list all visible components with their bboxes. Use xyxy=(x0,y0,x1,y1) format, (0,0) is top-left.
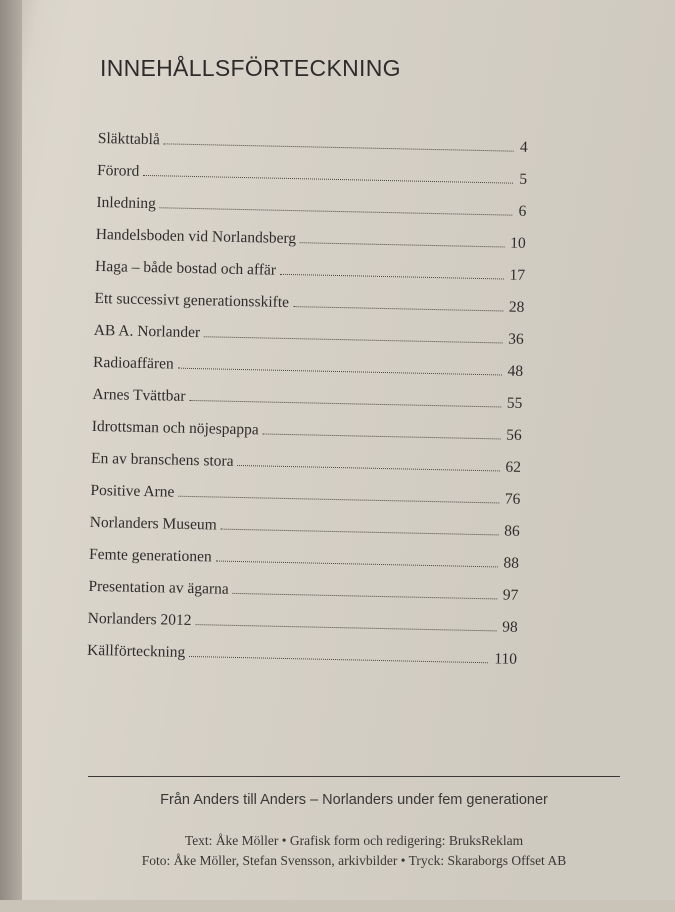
toc-entry-title: Förord xyxy=(96,161,140,180)
toc-page-number: 55 xyxy=(506,394,523,412)
toc-page-number: 76 xyxy=(504,490,521,508)
toc-dot-leader xyxy=(293,306,503,311)
toc-entry-title: Positive Arne xyxy=(90,481,175,501)
credits-line: Foto: Åke Möller, Stefan Svensson, arkivbilder • Tryck: Skaraborgs Offset AB xyxy=(141,853,567,868)
toc-entry xyxy=(94,286,524,317)
toc-entry xyxy=(98,126,528,157)
toc-entry-title: Källförteckning xyxy=(86,641,186,661)
toc-entry xyxy=(91,446,521,477)
toc-entry-title: Ett successivt generationsskifte xyxy=(94,289,290,311)
toc-entry xyxy=(88,574,518,605)
toc-dot-leader xyxy=(160,207,513,215)
toc-entry xyxy=(89,542,519,573)
toc-entry-title: Haga – både bostad och affär xyxy=(94,257,277,279)
toc-entry-title: Presentation av ägarna xyxy=(88,577,229,598)
toc-entry-title: Arnes Tvättbar xyxy=(92,385,186,405)
toc-page-number: 62 xyxy=(505,458,522,476)
toc-entry-title: Norlanders Museum xyxy=(89,513,217,534)
toc-entry xyxy=(96,222,526,253)
toc-dot-leader xyxy=(195,624,496,631)
toc-entry xyxy=(92,414,522,445)
toc-entry xyxy=(93,350,523,381)
toc-entry-title: AB A. Norlander xyxy=(93,321,201,342)
toc-entry-title: Idrottsman och nöjespappa xyxy=(91,417,259,439)
toc-dot-leader xyxy=(204,336,502,343)
toc-dot-leader xyxy=(280,274,504,280)
toc-entry xyxy=(88,606,518,637)
toc-page-number: 10 xyxy=(510,234,526,252)
toc-entry-title: En av branschens stora xyxy=(90,449,234,470)
toc-entry xyxy=(97,158,527,189)
toc-entry-title: Släkttablå xyxy=(97,129,160,149)
toc-dot-leader xyxy=(178,496,498,504)
toc-entry xyxy=(90,478,520,509)
toc-page-number: 36 xyxy=(508,330,524,348)
toc-dot-leader xyxy=(233,593,497,600)
toc-page-number: 86 xyxy=(504,522,520,540)
footer-divider xyxy=(88,776,620,777)
toc-page-number: 56 xyxy=(506,426,522,444)
toc-dot-leader xyxy=(164,143,514,151)
toc-entry-title: Radioaffären xyxy=(92,353,174,373)
toc-entry xyxy=(90,510,520,541)
toc-entry xyxy=(87,638,517,669)
toc-dot-leader xyxy=(178,368,502,376)
toc-page-number: 110 xyxy=(494,650,518,668)
toc-dot-leader xyxy=(237,465,499,471)
toc-page-number: 88 xyxy=(503,554,520,572)
toc-page-number: 4 xyxy=(519,138,528,156)
toc-page-number: 17 xyxy=(509,266,526,284)
toc-page-number: 48 xyxy=(507,362,524,380)
toc-entry-title: Norlanders 2012 xyxy=(87,609,192,630)
credits-line: Text: Åke Möller • Grafisk form och redigering: BruksReklam xyxy=(184,833,524,848)
toc-dot-leader xyxy=(221,529,498,536)
toc-entry-title: Inledning xyxy=(96,193,157,213)
toc-entry xyxy=(94,318,524,349)
book-title: Från Anders till Anders – Norlanders under fem generationer xyxy=(160,792,548,808)
toc-page-number: 6 xyxy=(518,202,527,220)
toc-page-number: 28 xyxy=(508,298,525,316)
toc-dot-leader xyxy=(216,561,498,568)
toc-page-number: 97 xyxy=(502,586,519,604)
toc-entry xyxy=(92,382,522,413)
toc-dot-leader xyxy=(143,175,513,184)
toc-entry-title: Handelsboden vid Norlandsberg xyxy=(95,225,297,248)
toc-entry xyxy=(96,190,526,221)
toc-dot-leader xyxy=(189,656,488,663)
toc-dot-leader xyxy=(300,242,504,247)
toc-dot-leader xyxy=(263,433,500,439)
toc-page-number: 98 xyxy=(502,618,518,636)
toc-entry-title: Femte generationen xyxy=(88,545,212,566)
toc-dot-leader xyxy=(189,400,500,408)
toc-entry xyxy=(95,254,525,285)
page-title: INNEHÅLLSFÖRTECKNING xyxy=(100,55,401,81)
toc-page-number: 5 xyxy=(519,170,528,188)
